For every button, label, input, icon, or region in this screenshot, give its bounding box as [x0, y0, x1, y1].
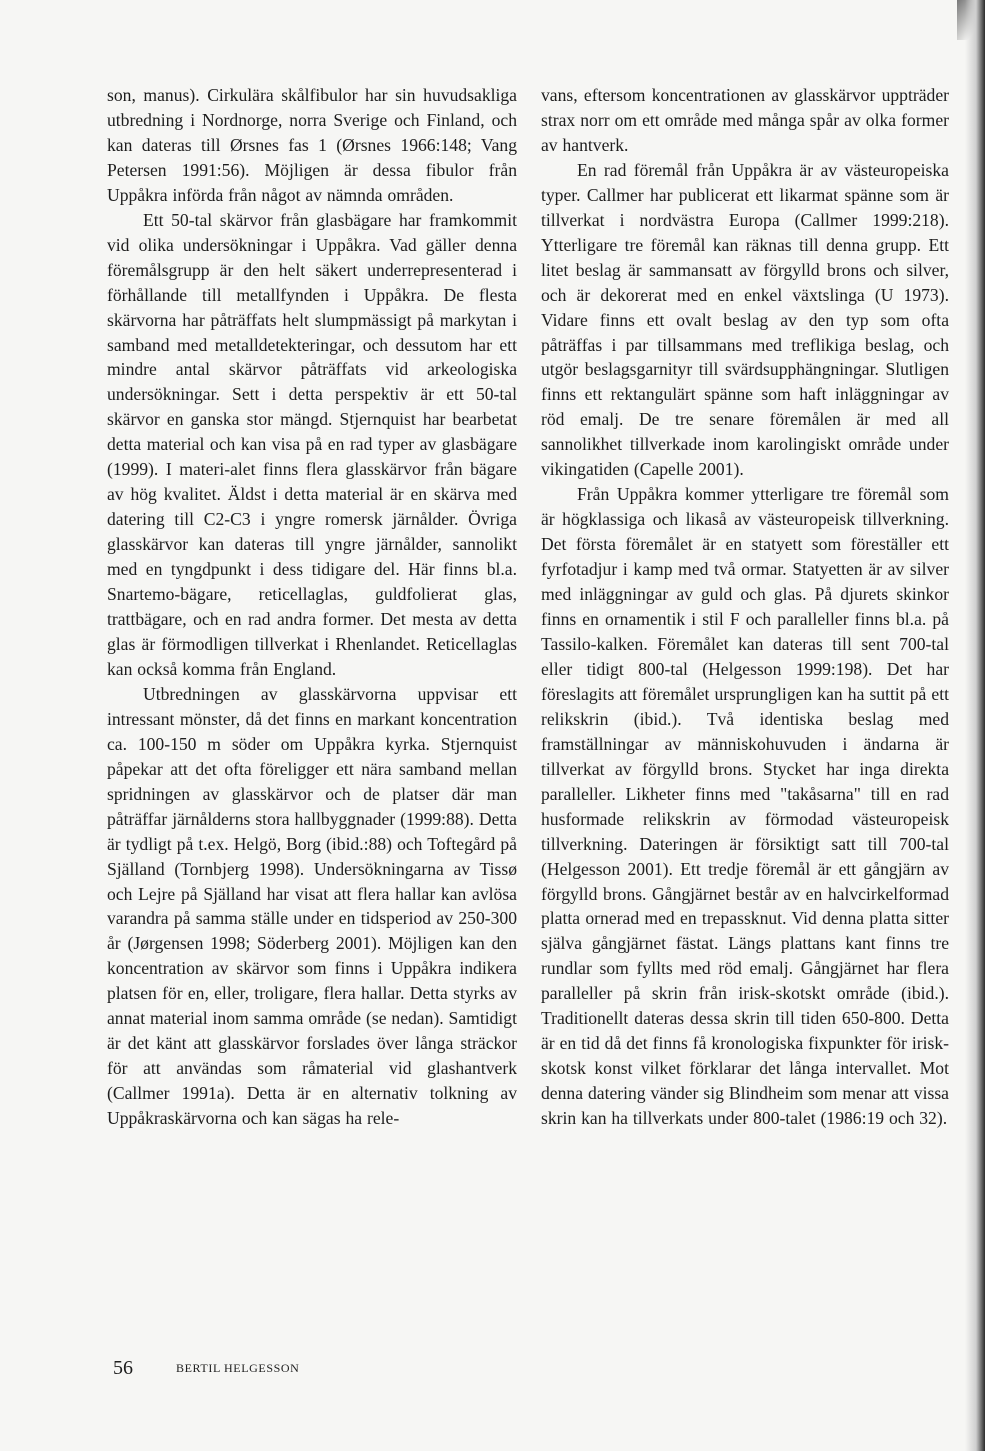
running-head-author: BERTIL HELGESSON	[176, 1361, 300, 1375]
left-column	[107, 83, 517, 1131]
page-number: 56	[113, 1357, 133, 1379]
right-paragraph-1: vans, eftersom koncentrationen av glasskärvor uppträder strax norr om ett område med många spår av olka former av hantverk.	[541, 85, 949, 155]
scan-shadow-edge	[965, 0, 985, 1451]
left-paragraph-2: Ett 50-tal skärvor från glasbägare har framkommit vid olika undersökningar i Uppåkra. Vad gäller denna föremålsgrupp är den helt säkert underrepresenterad i förhållande till metallfynden i Uppåkra. De flesta skärvorna har påträffats helt slumpmässigt på markytan i samband med metalldetekteringar, och dessutom har ett mindre antal skärvor påträffats vid arkeologiska undersökningar. Sett i detta perspektiv är ett 50-tal skärvor en ganska stor mängd. Stjernquist har bearbetat detta material och kan visa på en rad typer av glasbägare (1999). I materi-alet finns flera glasskärvor från bägare av hög kvalitet. Äldst i detta material är en skärva med datering till C2-C3 i yngre romersk järnålder. Övriga glasskärvor kan dateras till yngre järnålder, sannolikt med en tyngdpunkt i dess tidigare del. Här finns bl.a. Snartemo-bägare, reticellaglas, guldfolierat glas, trattbägare, och en rad andra former. Det mesta av detta glas är förmodligen tillverkat i Rhenlandet. Reticellaglas kan också komma från England.	[107, 209, 517, 679]
right-column	[541, 83, 949, 1131]
left-paragraph-3: Utbredningen av glasskärvorna uppvisar ett intressant mönster, då det finns en markant koncentration ca. 100-150 m söder om Uppåkra kyrka. Stjernquist påpekar att det ofta föreligger ett nära samband mellan spridningen av glasskärvor och de platser där man påträffar järnålderns stora hallbyggnader (1999:88). Detta är tydligt på t.ex. Helgö, Borg (ibid.:88) och Toftegård på Själland (Tornbjerg 1998). Undersökningarna av Tissø och Lejre på Själland har visat att flera hallar kan avlösa varandra på samma ställe under en tidsperiod av 250-300 år (Jørgensen 1998; Söderberg 2001). Möjligen kan den koncentration av skärvor som finns i Uppåkra indikera platsen för en, eller, troligare, flera hallar. Detta styrks av annat material inom samma område (se nedan). Samtidigt är det känt att glasskärvor forslades över långa sträckor för att användas som råmaterial vid glashantverk (Callmer 1991a). Detta är en alternativ tolkning av Uppåkraskärvorna och kan sägas ha rele-	[107, 683, 517, 1129]
left-paragraph-1: son, manus). Cirkulära skålfibulor har sin huvudsakliga utbredning i Nordnorge, norra Sverige och Finland, och kan dateras till Ørsnes fas 1 (Ørsnes 1966:148; Vang Petersen 1991:56). Möjligen är dessa fibulor från Uppåkra införda från något av nämnda områden.	[107, 85, 517, 205]
right-paragraph-3: Från Uppåkra kommer ytterligare tre föremål som är högklassiga och likaså av västeuropeisk tillverkning. Det första föremålet är en statyett som föreställer ett fyrfotadjur i kamp med två ormar. Statyetten är av silver med inläggningar av guld och glas. På djurets skinkor finns en ornamentik i stil F och paralleller finns bl.a. på Tassilo-kalken. Föremålet kan dateras till sent 700-tal eller tidigt 800-tal (Helgesson 1999:198). Det har föreslagits att föremålet ursprungligen kan ha suttit på ett relikskrin (ibid.). Två identiska beslag med framställningar av människohuvuden i ändarna är tillverkat av förgylld brons. Stycket har inga direkta paralleller. Likheter finns med "takåsarna" till en rad husformade relikskrin av förmodad västeuropeisk tillverkning. Dateringen är försiktigt satt till 700-tal (Helgesson 2001). Ett tredje föremål är ett gångjärn av förgylld brons. Gångjärnet består av en halvcirkelformad platta ornerad med en trepassknut. Vid denna platta sitter själva gångjärnet fästat. Längs plattans kant finns tre rundlar som fyllts med röd emalj. Gångjärnet har flera paralleller på skrin från irisk-skotskt område (ibid.). Traditionellt dateras dessa skrin till tiden 650-800. Detta är en tid då det finns få kronologiska fixpunkter för irisk-skotsk konst vilket förklarar det långa intervallet. Mot denna datering vänder sig Blindheim som menar att vissa skrin kan ha tillverkats under 800-talet (1986:19 och 32).	[541, 484, 949, 1129]
right-paragraph-2: En rad föremål från Uppåkra är av västeuropeiska typer. Callmer har publicerat ett likarmat spänne som är tillverkat i nordvästra Europa (Callmer 1999:218). Ytterligare tre föremål kan räknas till denna grupp. Ett litet beslag är sammansatt av förgylld brons och silver, och är dekorerat med en enkel växtslinga (U 1973). Vidare finns ett ovalt beslag av den typ som ofta påträffas i par tillsammans med treflikiga beslag, och utgör beslagsgarnityr till svärdsupphängningar. Slutligen finns ett rektangulärt spänne som haft inläggningar av röd emalj. De tre senare föremålen är med all sannolikhet tillverkade inom karolingiskt område under vikingatiden (Capelle 2001).	[541, 159, 949, 480]
